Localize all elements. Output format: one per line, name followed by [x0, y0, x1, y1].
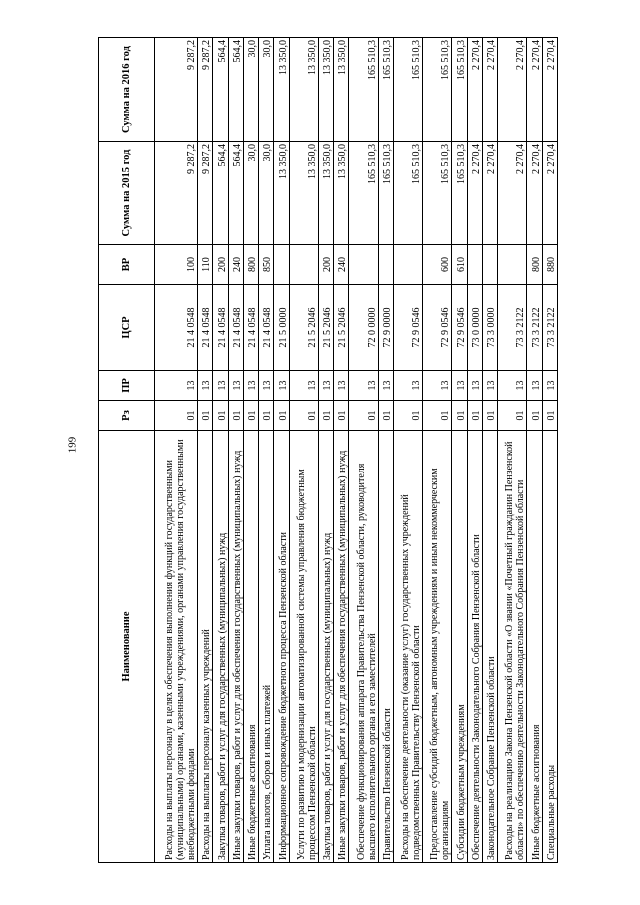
cell-sum-2016: 2 270,4 [467, 38, 482, 142]
cell-csr: 73 3 2122 [527, 285, 542, 371]
cell-pr: 13 [198, 371, 213, 401]
cell-pr: 13 [423, 371, 452, 401]
table-row [259, 38, 274, 863]
cell-sum-2015: 2 270,4 [542, 142, 557, 245]
cell-vr: 100 [155, 245, 198, 285]
cell-csr: 21 4 0548 [243, 285, 258, 371]
cell-sum-2016: 165 510,3 [423, 38, 452, 142]
cell-rz: 01 [423, 401, 452, 431]
cell-sum-2015: 165 510,3 [452, 142, 467, 245]
table-row [155, 38, 198, 863]
cell-sum-2015: 165 510,3 [423, 142, 452, 245]
cell-pr: 13 [393, 371, 422, 401]
page-number-text: 199 [66, 436, 78, 454]
cell-pr: 13 [243, 371, 258, 401]
cell-name: Информационное сопровождение бюджетного процесса Пензенской области [274, 431, 289, 863]
cell-vr: 240 [228, 245, 243, 285]
cell-name: Иные закупки товаров, работ и услуг для обеспечения государственных (муниципальных) нужд [228, 431, 243, 863]
cell-csr: 21 4 0548 [198, 285, 213, 371]
cell-rz: 01 [527, 401, 542, 431]
header-csr: ЦСР [99, 285, 155, 371]
cell-pr: 13 [289, 371, 318, 401]
cell-sum-2015: 165 510,3 [349, 142, 378, 245]
cell-pr: 13 [334, 371, 349, 401]
cell-name: Иные бюджетные ассигнования [243, 431, 258, 863]
cell-vr: 610 [452, 245, 467, 285]
cell-name: Иные бюджетные ассигнования [527, 431, 542, 863]
cell-rz: 01 [482, 401, 497, 431]
cell-rz: 01 [498, 401, 527, 431]
header-sum-2016: Сумма на 2016 год [99, 38, 155, 142]
cell-name: Расходы на выплаты персоналу казенных учреждений [198, 431, 213, 863]
cell-csr: 21 4 0548 [213, 285, 228, 371]
cell-csr: 72 9 0546 [393, 285, 422, 371]
table-row [289, 38, 318, 863]
cell-pr: 13 [542, 371, 557, 401]
cell-sum-2015: 13 350,0 [274, 142, 289, 245]
page-number [60, 425, 84, 465]
cell-sum-2016: 564,4 [228, 38, 243, 142]
cell-vr [393, 245, 422, 285]
cell-sum-2016: 9 287,2 [155, 38, 198, 142]
cell-csr: 73 3 2122 [542, 285, 557, 371]
cell-sum-2015: 2 270,4 [467, 142, 482, 245]
cell-pr: 13 [274, 371, 289, 401]
cell-sum-2016: 13 350,0 [289, 38, 318, 142]
cell-pr: 13 [378, 371, 393, 401]
cell-csr: 72 9 0000 [378, 285, 393, 371]
cell-name: Обеспечение деятельности Законодательного Собрания Пензенской области [467, 431, 482, 863]
cell-sum-2015: 13 350,0 [334, 142, 349, 245]
header-sum-2015: Сумма на 2015 год [99, 142, 155, 245]
cell-csr: 21 5 2046 [289, 285, 318, 371]
cell-vr [274, 245, 289, 285]
cell-rz: 01 [274, 401, 289, 431]
cell-sum-2015: 9 287,2 [155, 142, 198, 245]
cell-csr: 21 4 0548 [228, 285, 243, 371]
cell-vr: 800 [527, 245, 542, 285]
cell-csr: 73 0 0000 [467, 285, 482, 371]
cell-rz: 01 [378, 401, 393, 431]
header-vr: ВР [99, 245, 155, 285]
cell-sum-2016: 165 510,3 [349, 38, 378, 142]
cell-vr: 240 [334, 245, 349, 285]
cell-sum-2015: 30,0 [243, 142, 258, 245]
cell-sum-2016: 30,0 [259, 38, 274, 142]
table-row [542, 38, 557, 863]
cell-vr: 110 [198, 245, 213, 285]
cell-vr [289, 245, 318, 285]
cell-sum-2015: 564,4 [228, 142, 243, 245]
cell-rz: 01 [334, 401, 349, 431]
cell-pr: 13 [527, 371, 542, 401]
cell-sum-2015: 9 287,2 [198, 142, 213, 245]
header-name: Наименование [99, 431, 155, 863]
cell-pr: 13 [452, 371, 467, 401]
cell-vr: 200 [213, 245, 228, 285]
cell-name: Расходы на выплаты персоналу в целях обеспечения выполнения функций государственными (муниципальными) органами, казенными учреждениями, органами управления государственными внебюджетными фондами [155, 431, 198, 863]
cell-csr: 73 3 2122 [498, 285, 527, 371]
cell-csr: 21 4 0548 [155, 285, 198, 371]
cell-rz: 01 [542, 401, 557, 431]
cell-pr: 13 [482, 371, 497, 401]
table-row [482, 38, 497, 863]
cell-name: Законодательное Собрание Пензенской области [482, 431, 497, 863]
cell-rz: 01 [452, 401, 467, 431]
table-header-row [99, 38, 155, 863]
cell-sum-2016: 9 287,2 [198, 38, 213, 142]
cell-csr: 21 4 0548 [259, 285, 274, 371]
cell-sum-2016: 165 510,3 [393, 38, 422, 142]
cell-vr [378, 245, 393, 285]
cell-rz: 01 [318, 401, 333, 431]
table-row [213, 38, 228, 863]
cell-rz: 01 [213, 401, 228, 431]
cell-csr: 21 5 2046 [318, 285, 333, 371]
cell-sum-2015: 2 270,4 [482, 142, 497, 245]
cell-sum-2016: 13 350,0 [334, 38, 349, 142]
table-row [349, 38, 378, 863]
cell-rz: 01 [243, 401, 258, 431]
table-row [527, 38, 542, 863]
cell-vr: 200 [318, 245, 333, 285]
cell-sum-2015: 30,0 [259, 142, 274, 245]
cell-sum-2016: 13 350,0 [318, 38, 333, 142]
cell-vr: 880 [542, 245, 557, 285]
cell-name: Правительство Пензенской области [378, 431, 393, 863]
cell-sum-2016: 30,0 [243, 38, 258, 142]
cell-rz: 01 [467, 401, 482, 431]
cell-name: Закупка товаров, работ и услуг для государственных (муниципальных) нужд [318, 431, 333, 863]
rotated-table-container [98, 38, 558, 863]
cell-rz: 01 [289, 401, 318, 431]
table-row [334, 38, 349, 863]
cell-name: Предоставление субсидий бюджетным, автономным учреждениям и иным некоммерческим организациям [423, 431, 452, 863]
cell-vr [467, 245, 482, 285]
table-row [228, 38, 243, 863]
cell-vr: 600 [423, 245, 452, 285]
cell-sum-2015: 2 270,4 [527, 142, 542, 245]
cell-sum-2016: 2 270,4 [542, 38, 557, 142]
table-row [423, 38, 452, 863]
cell-name: Закупка товаров, работ и услуг для государственных (муниципальных) нужд [213, 431, 228, 863]
cell-sum-2016: 2 270,4 [482, 38, 497, 142]
table-row [452, 38, 467, 863]
cell-rz: 01 [155, 401, 198, 431]
cell-csr: 72 9 0546 [452, 285, 467, 371]
cell-sum-2015: 13 350,0 [318, 142, 333, 245]
cell-name: Уплата налогов, сборов и иных платежей [259, 431, 274, 863]
cell-name: Расходы на реализацию Закона Пензенской области «О звании «Почетный гражданин Пензенской области» по обеспечению деятельности Законодательного Собрания Пензенской области [498, 431, 527, 863]
cell-pr: 13 [228, 371, 243, 401]
cell-vr: 850 [259, 245, 274, 285]
cell-vr [349, 245, 378, 285]
cell-csr: 73 3 0000 [482, 285, 497, 371]
cell-pr: 13 [213, 371, 228, 401]
cell-pr: 13 [498, 371, 527, 401]
table-row [318, 38, 333, 863]
cell-pr: 13 [318, 371, 333, 401]
cell-sum-2016: 2 270,4 [527, 38, 542, 142]
cell-csr: 21 5 0000 [274, 285, 289, 371]
cell-sum-2015: 13 350,0 [289, 142, 318, 245]
cell-sum-2016: 564,4 [213, 38, 228, 142]
cell-csr: 21 5 2046 [334, 285, 349, 371]
cell-name: Обеспечение функционирования аппарата Правительства Пензенской области, руководителя высшего исполнительного органа и его заместителей [349, 431, 378, 863]
cell-sum-2015: 165 510,3 [393, 142, 422, 245]
cell-sum-2015: 165 510,3 [378, 142, 393, 245]
cell-rz: 01 [349, 401, 378, 431]
cell-pr: 13 [467, 371, 482, 401]
table-row [393, 38, 422, 863]
table-row [243, 38, 258, 863]
table-row [498, 38, 527, 863]
cell-rz: 01 [198, 401, 213, 431]
cell-name: Расходы на обеспечение деятельности (оказание услуг) государственных учреждений подведомственных Правительству Пензенской области [393, 431, 422, 863]
cell-sum-2015: 2 270,4 [498, 142, 527, 245]
cell-vr: 800 [243, 245, 258, 285]
cell-pr: 13 [349, 371, 378, 401]
table-row [378, 38, 393, 863]
cell-vr [498, 245, 527, 285]
cell-rz: 01 [259, 401, 274, 431]
table-row [274, 38, 289, 863]
cell-name: Субсидии бюджетным учреждениям [452, 431, 467, 863]
header-pr: ПР [99, 371, 155, 401]
cell-rz: 01 [393, 401, 422, 431]
table-row [198, 38, 213, 863]
cell-csr: 72 9 0546 [423, 285, 452, 371]
budget-table [98, 37, 558, 863]
cell-pr: 13 [155, 371, 198, 401]
cell-rz: 01 [228, 401, 243, 431]
cell-sum-2016: 13 350,0 [274, 38, 289, 142]
cell-sum-2016: 165 510,3 [452, 38, 467, 142]
cell-name: Специальные расходы [542, 431, 557, 863]
cell-sum-2016: 2 270,4 [498, 38, 527, 142]
cell-sum-2016: 165 510,3 [378, 38, 393, 142]
cell-vr [482, 245, 497, 285]
cell-pr: 13 [259, 371, 274, 401]
cell-name: Услуги по развитию и модернизации автоматизированной системы управления бюджетным процессом Пензенской области [289, 431, 318, 863]
table-row [467, 38, 482, 863]
cell-csr: 72 0 0000 [349, 285, 378, 371]
header-rz: Рз [99, 401, 155, 431]
cell-sum-2015: 564,4 [213, 142, 228, 245]
table-body [155, 38, 558, 863]
cell-name: Иные закупки товаров, работ и услуг для обеспечения государственных (муниципальных) нужд [334, 431, 349, 863]
